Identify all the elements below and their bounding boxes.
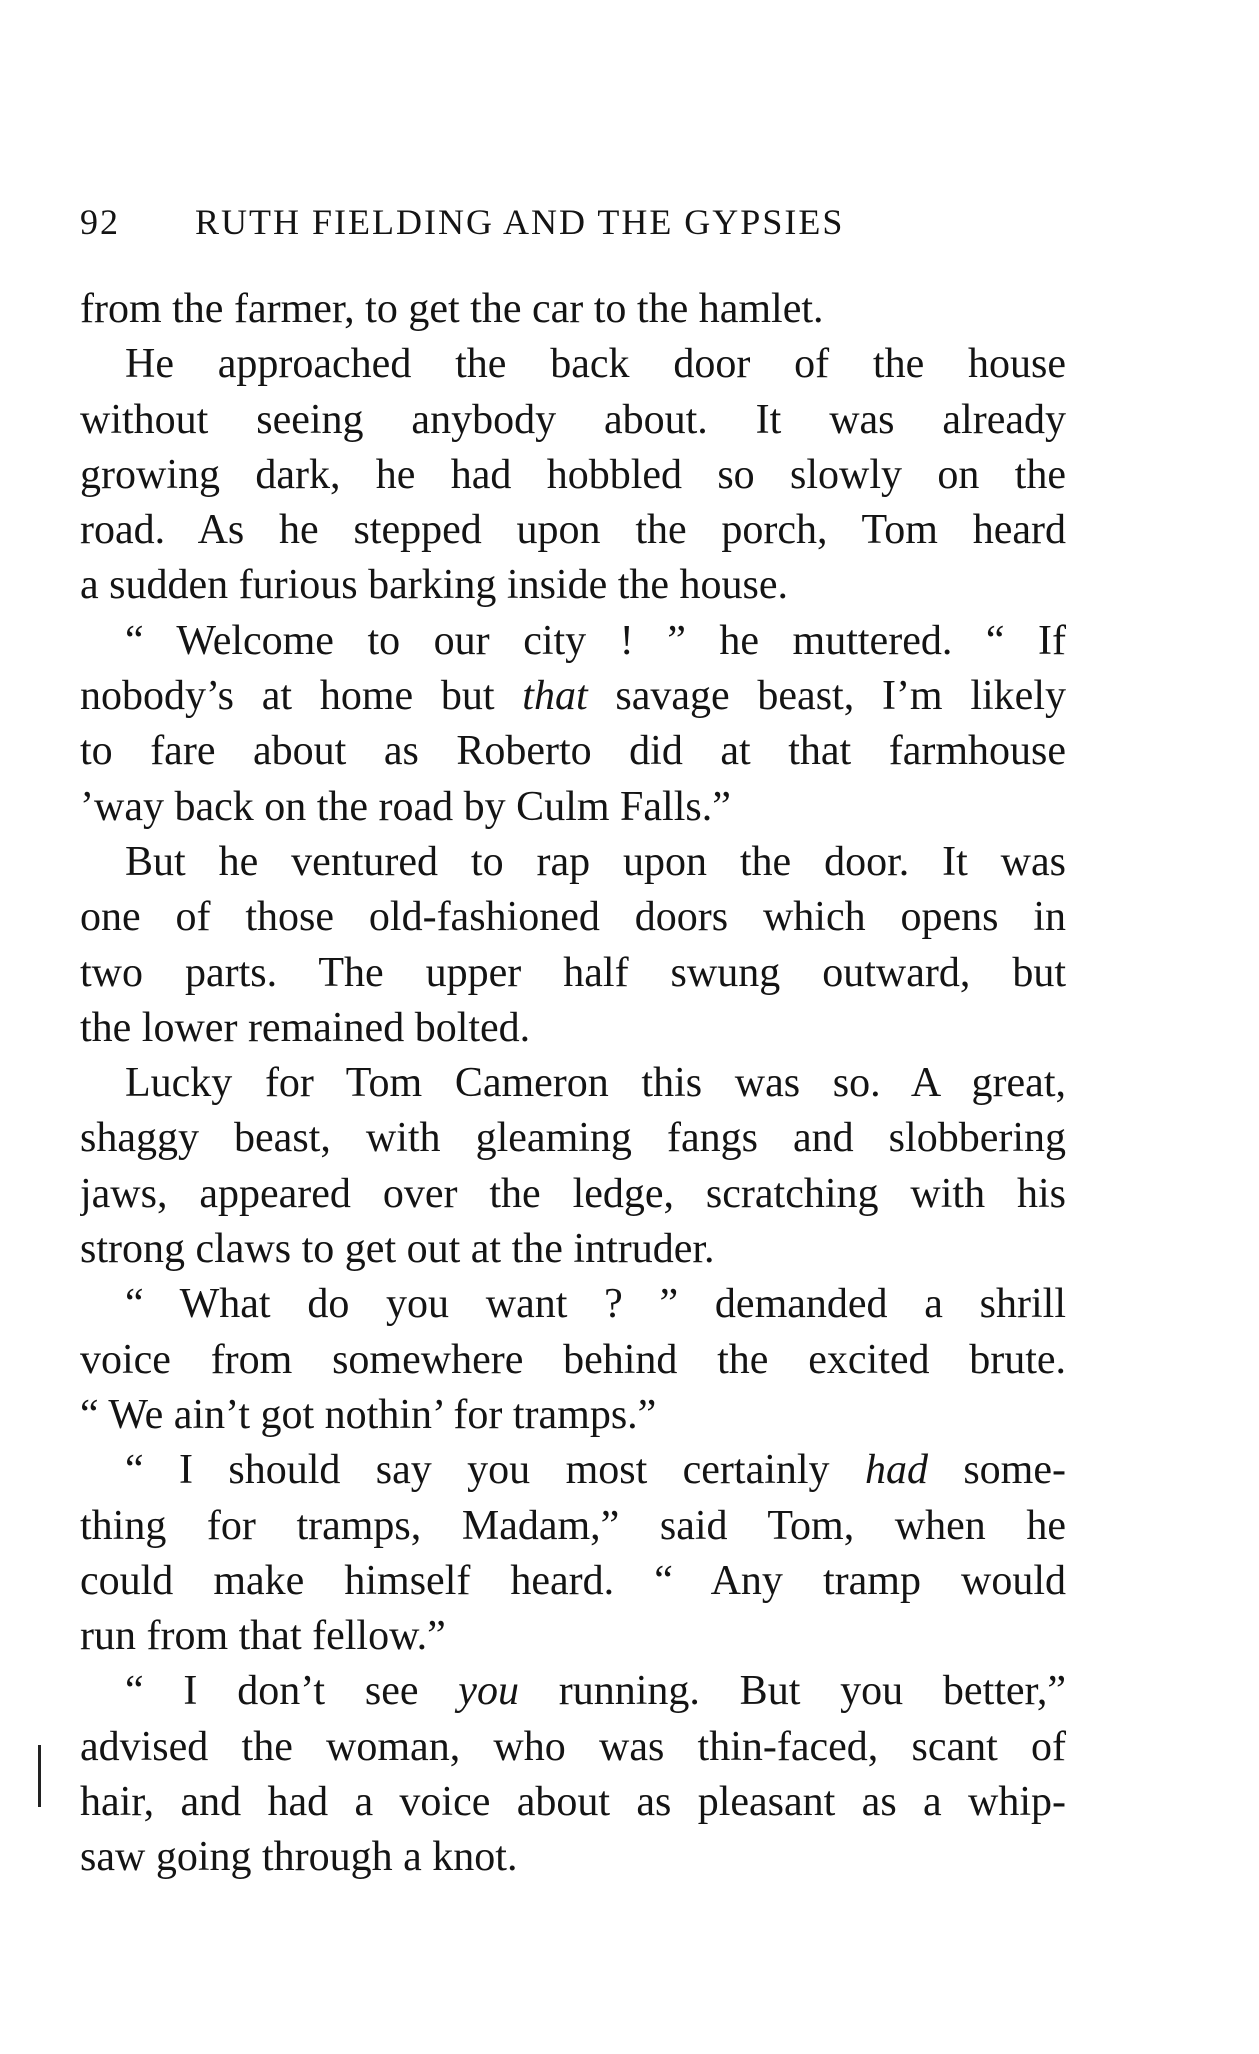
text-line [80, 282, 1066, 337]
line-text: a sudden furious barking inside the house. [80, 562, 789, 609]
line-text-continued: some- [927, 1447, 1066, 1494]
text-line [80, 558, 1066, 613]
line-text: ’way back on the road by Culm Falls.” [80, 783, 731, 830]
line-text: He approached the back door of the house [125, 341, 1066, 388]
text-line [80, 503, 1066, 558]
line-text: the lower remained bolted. [80, 1004, 531, 1051]
line-text: shaggy beast, with gleaming fangs and slobbering [80, 1115, 1066, 1162]
line-text: hair, and had a voice about as pleasant as a whip- [80, 1779, 1066, 1826]
body-text [80, 282, 1066, 1886]
line-text: saw going through a knot. [80, 1834, 518, 1881]
line-text: strong claws to get out at the intruder. [80, 1226, 715, 1273]
text-line [80, 1222, 1066, 1277]
line-text: “ We ain’t got nothin’ for tramps.” [80, 1391, 657, 1438]
text-line [80, 1609, 1066, 1664]
italic-word: had [864, 1447, 928, 1494]
line-text-continued: running. But you better,” [518, 1668, 1066, 1715]
text-line [80, 1001, 1066, 1056]
line-text: two parts. The upper half swung outward, but [80, 949, 1066, 996]
line-text: thing for tramps, Madam,” said Tom, when he [80, 1502, 1066, 1549]
line-text: Lucky for Tom Cameron this was so. A great, [125, 1060, 1066, 1107]
text-line [80, 1499, 1066, 1554]
line-text: “ Welcome to our city ! ” he muttered. “ If [125, 617, 1066, 664]
line-text: advised the woman, who was thin-faced, scant of [80, 1723, 1066, 1770]
line-text: jaws, appeared over the ledge, scratching with his [80, 1170, 1066, 1217]
line-text: voice from somewhere behind the excited brute. [80, 1336, 1066, 1383]
line-text: road. As he stepped upon the porch, Tom heard [80, 507, 1066, 554]
line-text-continued: savage beast, I’m likely [587, 673, 1066, 720]
text-line [80, 337, 1066, 392]
line-text: But he ventured to rap upon the door. It was [125, 838, 1066, 885]
text-line [80, 946, 1066, 1001]
line-text: without seeing anybody about. It was already [80, 396, 1066, 443]
line-text: to fare about as Roberto did at that farmhouse [80, 728, 1066, 775]
italic-word: that [522, 673, 588, 720]
margin-mark [38, 1745, 41, 1807]
text-line [80, 1111, 1066, 1166]
text-line [80, 614, 1066, 669]
page-number: 92 [80, 202, 120, 242]
line-text: from the farmer, to get the car to the hamlet. [80, 286, 824, 332]
text-line [80, 1277, 1066, 1332]
text-line [80, 780, 1066, 835]
text-line [80, 1830, 1066, 1885]
line-text: could make himself heard. “ Any tramp would [80, 1557, 1066, 1604]
italic-word: you [458, 1668, 519, 1715]
line-text: “ I don’t see [125, 1668, 459, 1715]
running-title: RUTH FIELDING AND THE GYPSIES [195, 202, 845, 242]
text-line [80, 835, 1066, 890]
line-text: “ What do you want ? ” demanded a shrill [125, 1281, 1066, 1328]
text-line [80, 1775, 1066, 1830]
text-line [80, 1664, 1066, 1719]
line-text: “ I should say you most certainly [125, 1447, 865, 1494]
line-text: one of those old-fashioned doors which opens in [80, 894, 1066, 941]
text-line [80, 669, 1066, 724]
text-line [80, 1056, 1066, 1111]
text-line [80, 448, 1066, 503]
line-text: nobody’s at home but [80, 673, 523, 720]
line-text: run from that fellow.” [80, 1613, 446, 1660]
text-line [80, 1167, 1066, 1222]
text-line [80, 1333, 1066, 1388]
running-header [80, 197, 950, 247]
text-line [80, 1388, 1066, 1443]
line-text: growing dark, he had hobbled so slowly on the [80, 451, 1066, 498]
text-line [80, 1720, 1066, 1775]
text-line [80, 890, 1066, 945]
text-line [80, 393, 1066, 448]
text-line [80, 724, 1066, 779]
text-line [80, 1554, 1066, 1609]
text-line [80, 1443, 1066, 1498]
